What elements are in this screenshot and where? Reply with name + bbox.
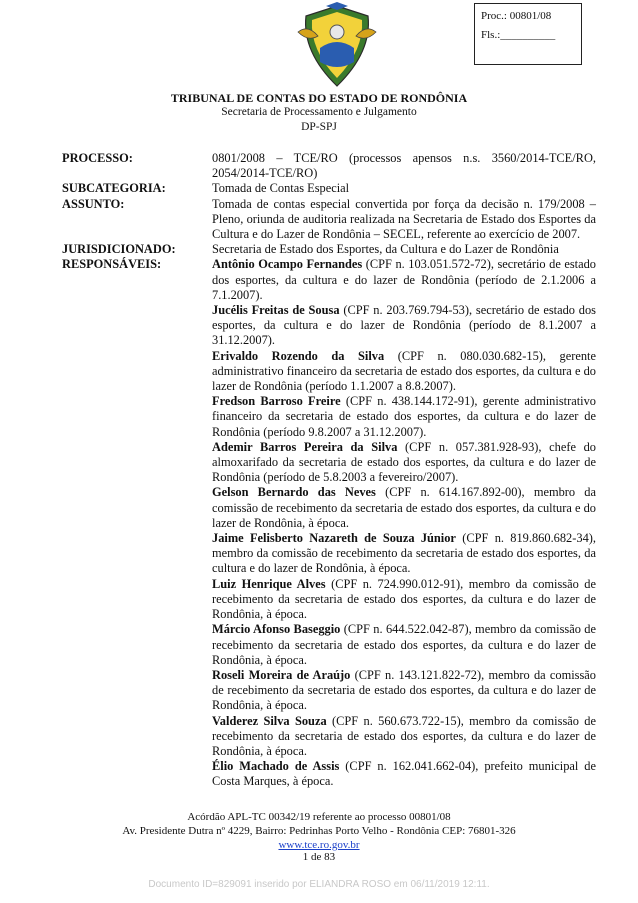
fls-field: Fls.:__________ [481,29,556,41]
responsavel-item [212,622,596,668]
secretariat-name: Secretaria de Processamento e Julgamento [221,106,417,118]
responsavel-desc: (CPF n. 143.121.822-72), membro da comissão de recebimento da secretaria de estado dos esportes, da cultura e do lazer de Rondônia, à época. [212,667,596,713]
responsavel-desc: (CPF n. 103.051.572-72), secretário de estado dos esportes, da cultura e do lazer de Rondônia (período de 2.1.2006 a 7.1.2007). [212,257,597,302]
responsavel-name: Fredson Barroso Freire [212,394,341,409]
subcategoria-label: SUBCATEGORIA: [62,181,166,196]
responsavel-desc: (CPF n. 560.673.722-15), membro da comissão de recebimento da secretaria de estado dos esportes, da cultura e do lazer de Rondônia, à época. [212,713,596,758]
responsavel-item [212,440,596,486]
responsavel-item [212,759,596,789]
responsavel-desc: (CPF n. 057.381.928-93), chefe do almoxarifado da secretaria de estado dos esportes, da cultura e do lazer de Rondônia (período de 5.8.2003 a fevereiro/2007). [212,439,596,485]
responsavel-desc: (CPF n. 724.990.012-91), membro da comissão de recebimento da secretaria de estado dos esportes, da cultura e do lazer de Rondônia, à época. [212,576,596,622]
responsavel-item [212,257,596,303]
assunto-value: Tomada de contas especial convertida por força da decisão n. 179/2008 – Pleno, oriunda de auditoria realizada na Secretaria de Estado dos Esportes da Cultura e do Lazer de Rondônia – SECEL, referente ao exercício de 2007. [212,196,596,242]
state-coat-of-arms-icon [296,2,378,90]
responsavel-desc: (CPF n. 819.860.682-34), membro da comissão de recebimento da secretaria de estado dos esportes, da cultura e do lazer de Rondônia, à época. [212,531,596,576]
responsavel-name: Gelson Bernardo das Neves [212,485,376,500]
responsavel-name: Valderez Silva Souza [212,713,327,728]
proc-number: Proc.: 00801/08 [481,10,552,22]
responsavel-item [212,577,596,623]
responsavel-name: Roseli Moreira de Araújo [212,667,351,682]
responsavel-name: Erivaldo Rozendo da Silva [212,348,385,363]
processo-label: PROCESSO: [62,151,133,165]
assunto-label: ASSUNTO: [62,196,125,211]
responsavel-desc: (CPF n. 203.769.794-53), secretário de estado dos esportes, da cultura e do lazer de Rondônia (período de 8.1.2007 a 31.12.2007). [212,303,596,348]
processo-row [62,151,596,181]
processo-value: 0801/2008 – TCE/RO (processos apensos n.s. 3560/2014-TCE/RO, 2054/2014-TCE/RO) [212,151,596,181]
jurisdicionado-row [62,242,596,257]
responsavel-name: Jaime Felisberto Nazareth de Souza Júnior [212,531,456,546]
jurisdicionado-value: Secretaria de Estado dos Esportes, da Cultura e do Lazer de Rondônia [212,242,559,257]
responsavel-desc: (CPF n. 644.522.042-87), membro da comissão de recebimento da secretaria de estado dos esportes, da cultura e do lazer de Rondônia, à época. [212,622,596,667]
acordao-reference: Acórdão APL-TC 00342/19 referente ao processo 00801/08 [187,811,451,823]
assunto-row [62,197,596,243]
responsaveis-label: RESPONSÁVEIS: [62,257,162,272]
process-stamp-box [474,3,582,65]
document-watermark: Documento ID=829091 inserido por ELIANDRA ROSO em 06/11/2019 12:11. [148,879,490,890]
court-address: Av. Presidente Dutra nº 4229, Bairro: Pedrinhas Porto Velho - Rondônia CEP: 76801-326 [122,825,516,837]
jurisdicionado-label: JURISDICIONADO: [62,242,176,257]
responsavel-desc: (CPF n. 614.167.892-00), membro da comissão de recebimento da secretaria de estado dos esportes, da cultura e do lazer de Rondônia, à época. [212,485,597,530]
responsaveis-list [212,257,596,789]
responsavel-desc: (CPF n. 080.030.682-15), gerente administrativo financeiro da secretaria de estado dos esportes, da cultura e do lazer de Rondônia (período 1.1.2007 a 8.8.2007). [212,348,597,394]
case-metadata [62,151,596,790]
court-title: TRIBUNAL DE CONTAS DO ESTADO DE RONDÔNIA [170,91,468,105]
responsavel-name: Jucélis Freitas de Sousa [212,303,340,318]
subcategoria-value: Tomada de Contas Especial [212,181,350,196]
subcategoria-row [62,181,596,196]
responsavel-item [212,349,596,395]
responsavel-desc: (CPF n. 162.041.662-04), prefeito municipal de Costa Marques, à época. [212,759,596,789]
responsavel-item [212,394,596,440]
website-link[interactable]: www.tce.ro.gov.br [278,839,360,851]
responsavel-item [212,714,596,760]
responsavel-item [212,485,596,531]
department-code: DP-SPJ [301,121,337,133]
responsavel-item [212,303,596,349]
responsavel-item [212,668,596,714]
responsavel-name: Ademir Barros Pereira da Silva [212,439,398,454]
responsavel-name: Márcio Afonso Baseggio [212,622,341,637]
page-number: 1 de 83 [302,851,336,863]
responsavel-name: Antônio Ocampo Fernandes [212,257,363,272]
responsavel-name: Luiz Henrique Alves [212,576,326,591]
responsavel-desc: (CPF n. 438.144.172-91), gerente administrativo financeiro da secretaria de estado dos esportes, da cultura e do lazer de Rondônia (período 9.8.2007 a 31.12.2007). [212,394,596,439]
responsavel-name: Élio Machado de Assis [212,759,340,774]
responsavel-item [212,531,596,577]
responsaveis-row [62,257,596,789]
